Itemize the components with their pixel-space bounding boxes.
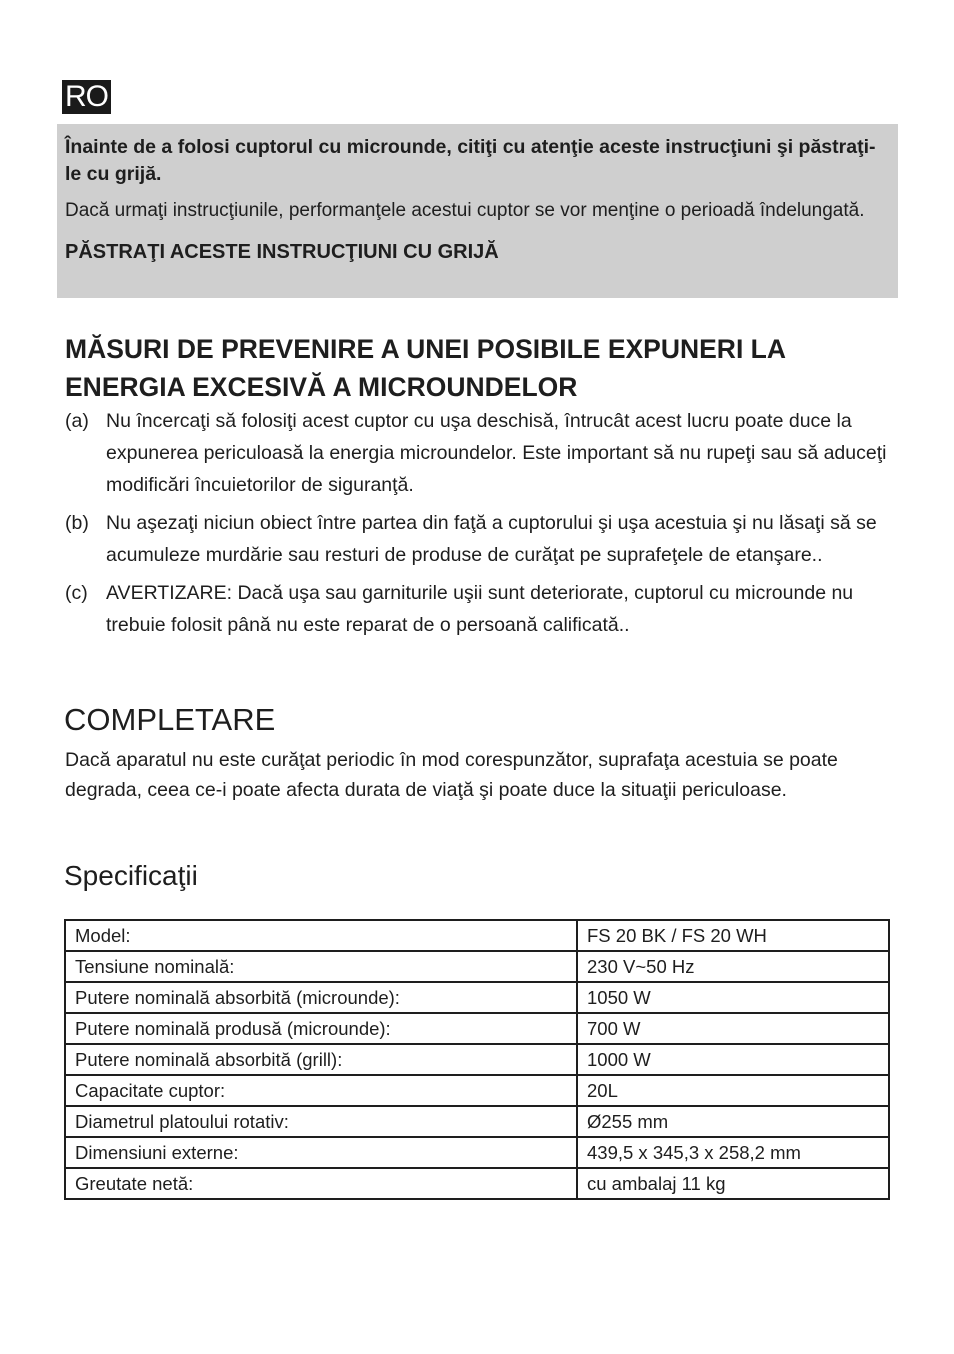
spec-label: Tensiune nominală:: [65, 951, 577, 982]
spec-value: 20L: [577, 1075, 889, 1106]
spec-label: Putere nominală absorbită (grill):: [65, 1044, 577, 1075]
table-row: [65, 1137, 889, 1168]
language-badge: RO: [62, 80, 111, 114]
notice-text: Dacă urmaţi instrucţiunile, performanţele acestui cuptor se vor menţine o perioadă îndelungată.: [65, 200, 865, 221]
spec-label: Model:: [65, 920, 577, 951]
spec-value: Ø255 mm: [577, 1106, 889, 1137]
table-row: [65, 1075, 889, 1106]
notice-keep-instructions: PĂSTRAŢI ACESTE INSTRUCŢIUNI CU GRIJĂ: [65, 241, 499, 263]
spec-label: Diametrul platoului rotativ:: [65, 1106, 577, 1137]
list-item-text: Nu încercaţi să folosiţi acest cuptor cu uşa deschisă, întrucât acest lucru poate duce la expunerea periculoasă la energia microundelor. Este important să nu rupeţi sau să aduceţi modificări încuietorilor de siguranţă.: [106, 410, 887, 496]
list-item-mark: (a): [65, 410, 89, 432]
table-row: [65, 951, 889, 982]
list-item-mark: (b): [65, 512, 89, 534]
spec-value: 1000 W: [577, 1044, 889, 1075]
precautions-heading: MĂSURI DE PREVENIRE A UNEI POSIBILE EXPUNERI LA ENERGIA EXCESIVĂ A MICROUNDELOR: [65, 334, 786, 402]
table-row: [65, 1168, 889, 1199]
list-item-text: Nu aşezaţi niciun obiect între partea din faţă a cuptorului şi uşa acestuia şi nu lăsaţi să se acumuleze murdărie sau resturi de produse de curăţat pe suprafeţele de etanşare..: [106, 512, 877, 566]
spec-value: 439,5 x 345,3 x 258,2 mm: [577, 1137, 889, 1168]
list-item-text: AVERTIZARE: Dacă uşa sau garniturile uşii sunt deteriorate, cuptorul cu microunde nu trebuie folosit până nu este reparat de o persoană calificată..: [106, 582, 854, 636]
table-row: [65, 920, 889, 951]
spec-value: cu ambalaj 11 kg: [577, 1168, 889, 1199]
spec-value: FS 20 BK / FS 20 WH: [577, 920, 889, 951]
precautions-list: [65, 405, 895, 647]
spec-label: Greutate netă:: [65, 1168, 577, 1199]
spec-value: 1050 W: [577, 982, 889, 1013]
completare-heading: COMPLETARE: [64, 702, 276, 737]
completare-text: Dacă aparatul nu este curăţat periodic în mod corespunzător, suprafaţa acestuia se poate degrada, ceea ce-i poate afecta durata de viaţă şi poate duce la situaţii periculoase.: [65, 749, 838, 801]
list-item: [65, 507, 895, 571]
spec-label: Putere nominală absorbită (microunde):: [65, 982, 577, 1013]
table-row: [65, 1044, 889, 1075]
spec-value: 700 W: [577, 1013, 889, 1044]
table-row: [65, 982, 889, 1013]
specs-heading: Specificaţii: [64, 860, 198, 891]
spec-label: Capacitate cuptor:: [65, 1075, 577, 1106]
notice-intro: Înainte de a folosi cuptorul cu microunde, citiţi cu atenţie aceste instrucţiuni şi păstraţi-le cu grijă.: [65, 136, 876, 185]
table-row: [65, 1013, 889, 1044]
spec-value: 230 V~50 Hz: [577, 951, 889, 982]
list-item: [65, 577, 895, 641]
list-item: [65, 405, 895, 501]
specs-table: [64, 919, 890, 1200]
table-row: [65, 1106, 889, 1137]
spec-label: Dimensiuni externe:: [65, 1137, 577, 1168]
list-item-mark: (c): [65, 582, 88, 604]
spec-label: Putere nominală produsă (microunde):: [65, 1013, 577, 1044]
notice-box: [57, 124, 898, 298]
